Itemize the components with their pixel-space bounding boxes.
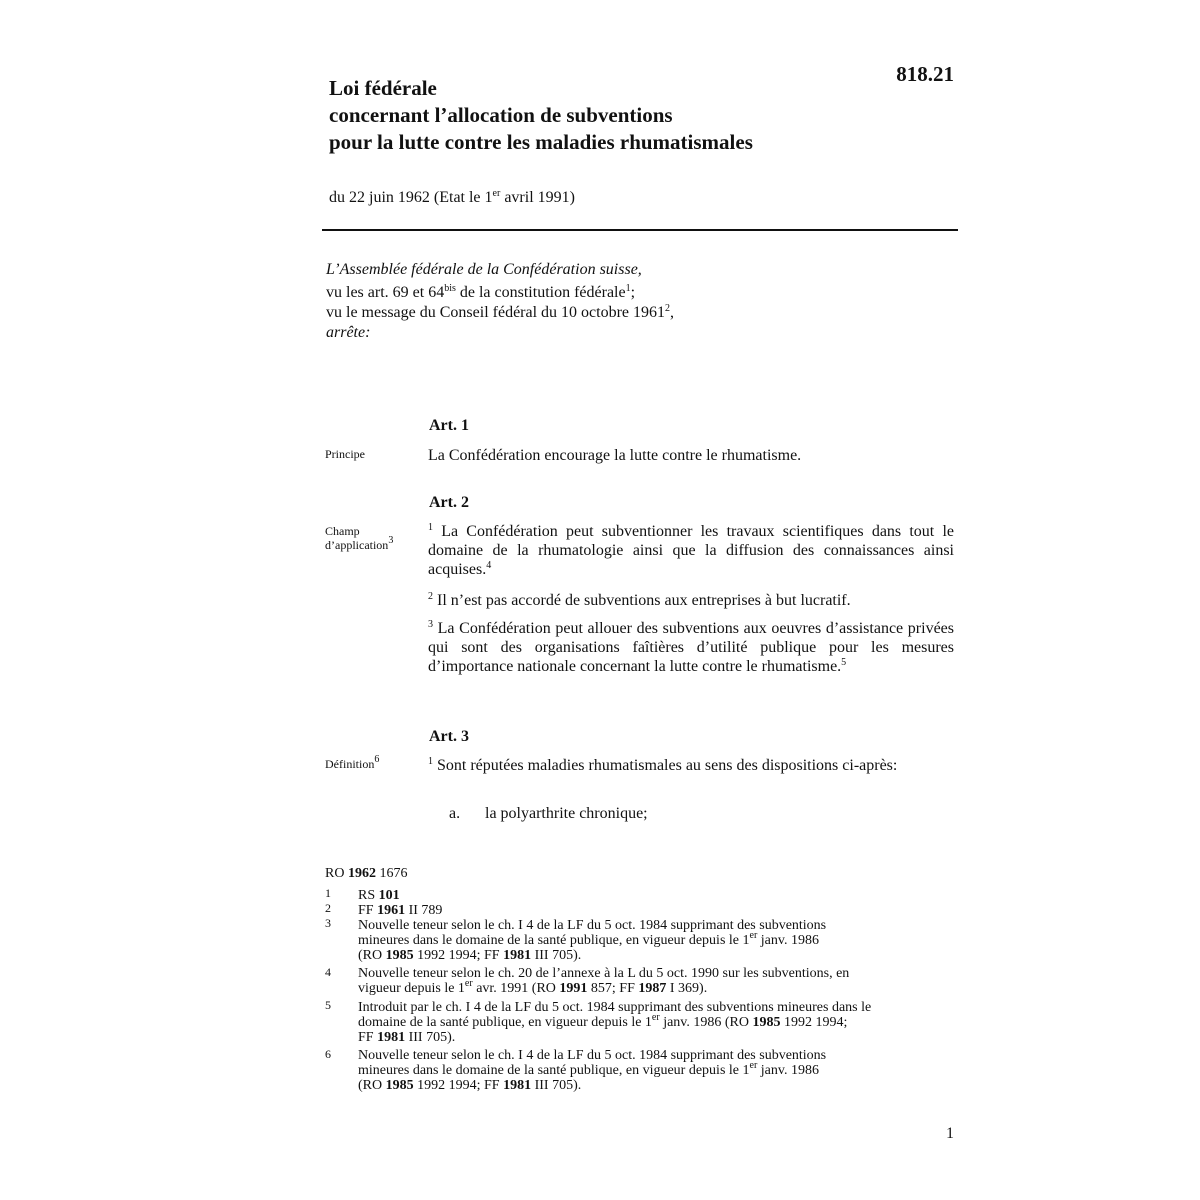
article-3-paragraph-1: $^1$ Sont réputées maladies rhumatismales au sens des dispositions ci-après:: [428, 756, 898, 774]
footnote-text: RS 101: [358, 888, 400, 903]
footnote-number: 4: [325, 965, 331, 979]
page-number: 1: [946, 1125, 954, 1142]
article-1-margin-note: Principe: [325, 447, 365, 461]
title-line: Loi fédérale: [329, 76, 437, 100]
footnote-number: 1: [325, 886, 331, 900]
title-line: pour la lutte contre les maladies rhumatismales: [329, 130, 753, 154]
sr-number: 818.21: [896, 62, 954, 86]
article-2-paragraph-3: $^3$ La Confédération peut allouer des subventions aux oeuvres d’assistance privées qui sont des organisations faîtières d’utilité publique pour les mesures d’importance nationale concernant la lutte contre le rhumatisme.$^5$: [428, 619, 954, 675]
footnote-text: FF 1961 II 789: [358, 903, 443, 918]
article-2-paragraph-2: $^2$ Il n’est pas accordé de subventions aux entreprises à but lucratif.: [428, 591, 851, 609]
list-item-letter: a.: [449, 805, 461, 822]
header-divider: [322, 229, 958, 231]
article-2-title: Art. 2: [429, 494, 469, 511]
footnotes-source: RO 1962 1676: [325, 866, 408, 881]
article-1-title: Art. 1: [429, 417, 469, 434]
footnote-text: Nouvelle teneur selon le ch. I 4 de la LF du 5 oct. 1984 supprimant des subventions mineures dans le domaine de la santé publique, en vigueur depuis le 1er janv. 1986 (RO 1985 1992 1994; FF 1981 III 705).: [358, 1048, 827, 1093]
footnote-ref: 2: [665, 303, 671, 314]
title-line: concernant l’allocation de subventions: [329, 103, 673, 127]
list-item-text: la polyarthrite chronique;: [485, 805, 648, 822]
article-1-text: La Confédération encourage la lutte contre le rhumatisme.: [428, 447, 802, 464]
footnote-ref: 4: [486, 560, 492, 571]
preamble-assembly: L’Assemblée fédérale de la Confédération suisse,: [326, 261, 642, 278]
article-3-title: Art. 3: [429, 728, 469, 745]
footnote-number: 5: [325, 998, 331, 1012]
article-3-margin-note: Définition$^6$: [325, 754, 380, 771]
preamble-vu-constitution: vu les art. 69 et $64^{bis}$ de la constitution fédérale$^1$;: [326, 283, 636, 301]
date-sup: er: [492, 188, 501, 199]
article-2-margin-note: Champ d’application$^3$: [325, 524, 394, 552]
footnote-text: Nouvelle teneur selon le ch. I 4 de la LF du 5 oct. 1984 supprimant des subventions mineures dans le domaine de la santé publique, en vigueur depuis le 1er janv. 1986 (RO 1985 1992 1994; FF 1981 III 705).: [358, 918, 827, 963]
footnote-text: Introduit par le ch. I 4 de la LF du 5 oct. 1984 supprimant des subventions mineures dans le domaine de la santé publique, en vigueur depuis le 1er janv. 1986 (RO 1985 1992 1994; FF 1981 III 705).: [358, 1000, 872, 1045]
preamble: [326, 260, 674, 343]
footnote-number: 2: [325, 901, 331, 915]
preamble-decree: arrête:: [326, 324, 371, 341]
footnote-ref: 6: [374, 754, 380, 765]
footnote-ref: 5: [841, 657, 847, 668]
footnote-text: Nouvelle teneur selon le ch. 20 de l’annexe à la L du 5 oct. 1990 sur les subventions, en vigueur depuis le 1er avr. 1991 (RO 1991 857; FF 1987 I 369).: [358, 966, 850, 996]
footnote-ref: 3: [388, 535, 394, 546]
article-2-paragraph-1: $^1$ La Confédération peut subventionner les travaux scientifiques dans tout le domaine de la rhumatologie ainsi que la diffusion des connaissances ainsi acquises.$^4$: [428, 522, 954, 578]
date-text: du 22 juin 1962 (Etat le 1: [329, 189, 493, 206]
footnote-number: 6: [325, 1047, 331, 1061]
date-line: [329, 189, 575, 207]
footnote-number: 3: [325, 916, 331, 930]
footnote-ref: 1: [625, 283, 631, 294]
date-text: avril 1991): [500, 189, 575, 206]
preamble-vu-message: vu le message du Conseil fédéral du 10 octobre 1961$^2$,: [326, 303, 675, 321]
law-title: [329, 75, 753, 156]
